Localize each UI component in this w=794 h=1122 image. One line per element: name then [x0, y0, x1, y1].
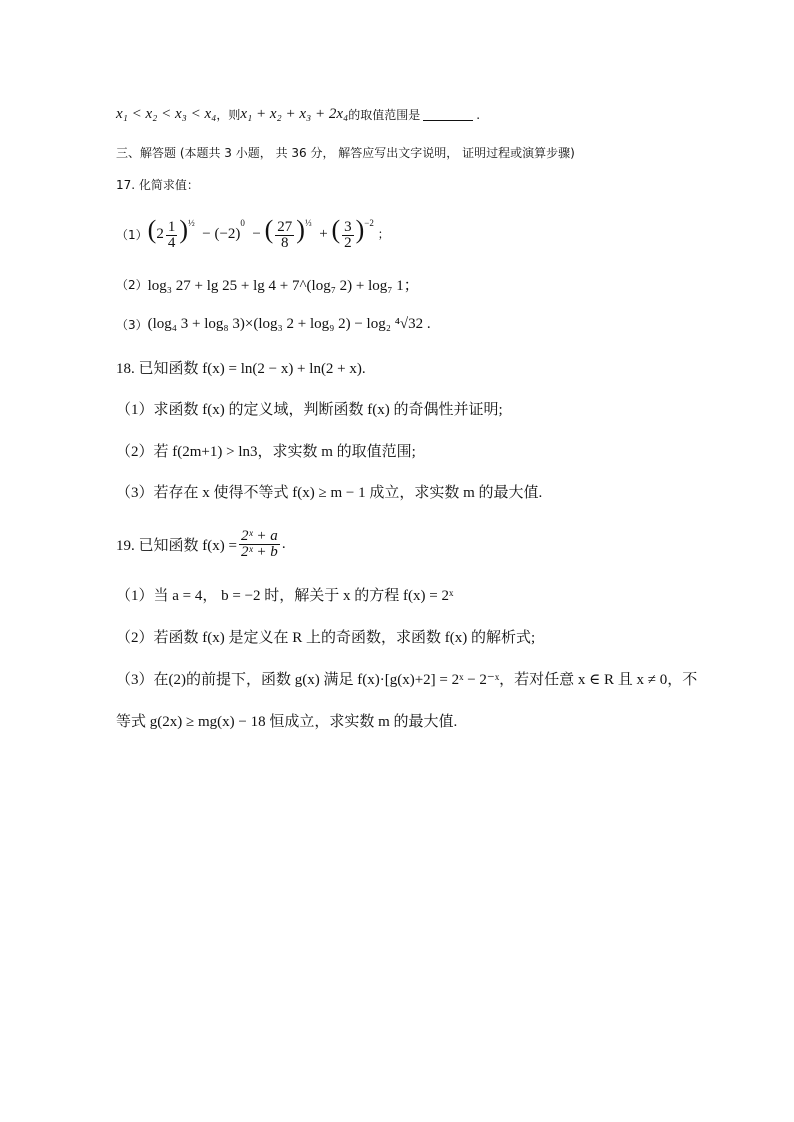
q17-part1-expression: (2 $\frac{1}{4}$ )$^{\frac{1}{2}} - (-2)^0$ − ( $\frac{27}{8}$ )$^{\frac{1}{3}}$ + ( $\frac{3}{2}$ )$^{-2}$ ；: [147, 215, 390, 251]
q17-part2-label: （2）: [116, 278, 148, 292]
q19-part2: [116, 626, 704, 647]
answer-blank: [423, 108, 473, 121]
q19-fraction-numerator: 2ˣ + a: [240, 527, 278, 544]
q18-part3-text: （3）若存在 x 使得不等式 f(x) ≥ m − 1 成立，求实数 m 的最大值.: [116, 485, 543, 501]
q19-part3-line1: [116, 668, 704, 689]
q17-part3: [116, 316, 704, 333]
q19-fraction-denominator: 2ˣ + b: [240, 543, 278, 560]
q17-part1: [116, 212, 704, 256]
q16-expression: x₁ + x₂ + x₃ + 2x₄: [240, 106, 349, 122]
q17-part2-expression: log₃ 27 + lg 25 + lg 4 + 7^(log₇ 2) + log₇ 1；: [147, 278, 419, 294]
q19-part3-line2: [116, 710, 704, 731]
q19-part3-text-b: 等式 g(2x) ≥ mg(x) − 18 恒成立，求实数 m 的最大值.: [116, 714, 458, 730]
q18-title-text: 18. 已知函数 f(x) = ln(2 − x) + ln(2 + x).: [116, 361, 366, 377]
q18-part3: [116, 481, 704, 502]
q18-part2-text: （2）若 f(2m+1) > ln3，求实数 m 的取值范围;: [116, 444, 416, 460]
q17-part3-expression: (log₄ 3 + log₈ 3)×(log₃ 2 + log₉ 2) − log₂ ⁴√32 .: [147, 316, 431, 332]
q18-part1: [116, 398, 704, 419]
section-3-heading: 三、解答题 (本题共 3 小题， 共 36 分， 解答应写出文字说明， 证明过程或演算步骤): [116, 146, 575, 160]
q19-fraction: [239, 529, 280, 560]
q17-part2: [116, 274, 704, 295]
q18-part2: [116, 440, 704, 461]
q16-ordering: x₁ < x₂ < x₃ < x₄: [116, 106, 217, 122]
q19-title-text: 19. 已知函数 f(x) =: [116, 537, 237, 554]
q16-connector: ，则: [216, 108, 241, 122]
q16-end-mark: .: [476, 107, 481, 122]
q17-part3-label: （3）: [116, 318, 148, 332]
q17-part1-label: （1）: [116, 227, 148, 242]
q19-part1: [116, 584, 704, 605]
q18-title: [116, 357, 704, 378]
q19-part2-text: （2）若函数 f(x) 是定义在 R 上的奇函数，求函数 f(x) 的解析式;: [116, 630, 536, 646]
q17-title: 17. 化简求值：: [116, 178, 199, 192]
q19-part1-text: （1）当 a = 4， b = −2 时，解关于 x 的方程 f(x) = 2ˣ: [116, 588, 454, 604]
q18-part1-text: （1）求函数 f(x) 的定义域，判断函数 f(x) 的奇偶性并证明;: [116, 402, 503, 418]
q16-question: 的取值范围是: [348, 108, 421, 122]
q19-title: [116, 524, 704, 564]
q19-title-end: .: [281, 535, 286, 552]
q19-part3-text-a: （3）在(2)的前提下，函数 g(x) 满足 f(x)·[g(x)+2] = 2ˣ − 2⁻ˣ，若对任意 x ∈ R 且 x ≠ 0，不: [116, 672, 698, 688]
q16-tail-line: [116, 106, 704, 123]
